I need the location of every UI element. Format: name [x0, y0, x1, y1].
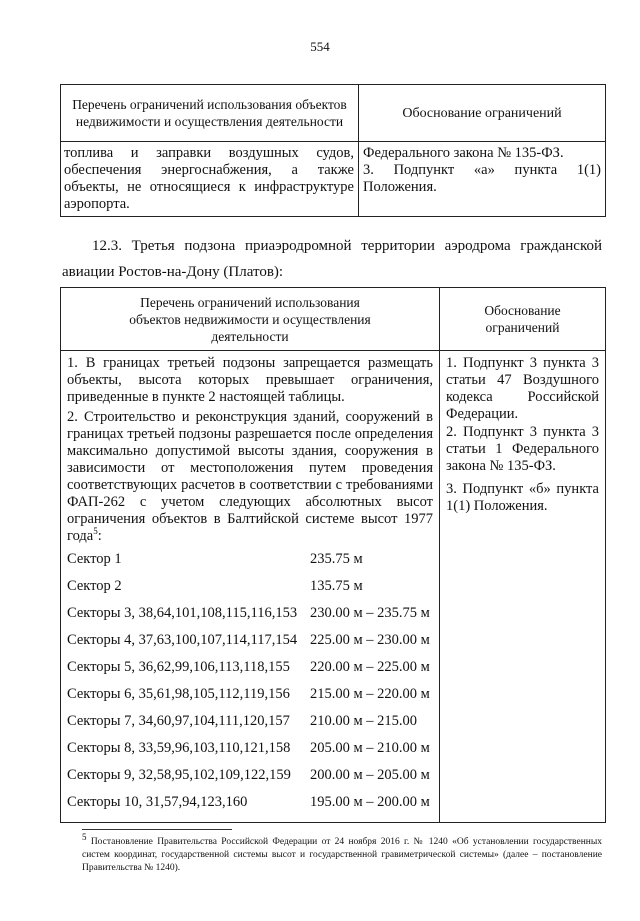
page-number: 554 — [310, 39, 330, 54]
table1-basis-line1: Федерального закона № 135-ФЗ. — [363, 145, 564, 161]
footnote-ref: 5 — [93, 526, 98, 537]
sector-row — [67, 735, 433, 762]
table1-header-basis: Обоснование ограничений — [359, 85, 606, 142]
sector-row — [67, 708, 433, 735]
table1-basis-line2: 3. Подпункт «а» пункта 1(1) Положения. — [363, 162, 601, 195]
table2-header-restrictions: Перечень ограничений использования объектов недвижимости и осуществления деятельности — [61, 288, 440, 351]
sector-height: 200.00 м – 205.00 м — [310, 767, 430, 783]
basis-item-1: 1. Подпункт 3 пункта 3 статьи 47 Воздушного кодекса Российской Федерации. — [446, 355, 599, 422]
basis-item-3: 3. Подпункт «б» пункта 1(1) Положения. — [446, 481, 599, 514]
sector-height: 205.00 м – 210.00 м — [310, 740, 430, 756]
footnote-separator — [82, 829, 232, 830]
section-heading-line2: авиации Ростов-на-Дону (Платов): — [62, 264, 284, 280]
sector-height: 195.00 м – 200.00 м — [310, 794, 430, 810]
sector-height: 215.00 м – 220.00 м — [310, 686, 430, 702]
sector-name: Сектор 2 — [67, 578, 122, 594]
restriction-item-2-end: : — [97, 528, 102, 544]
section-heading — [62, 235, 602, 283]
footnote-text: Постановление Правительства Российской Федерации от 24 ноября 2016 г. № 1240 «Об установлении государственных систем координат, государственной системы высот и государственной гравиметрической системы» (далее – постановление Правительства № 1240). — [82, 837, 603, 873]
sector-row — [67, 627, 433, 654]
table1-row-restrictions: топлива и заправки воздушных судов, обеспечения энергоснабжения, а также объекты, не относящиеся к инфраструктуре аэропорта. — [61, 142, 359, 217]
sector-name: Секторы 7, 34,60,97,104,111,120,157 — [67, 713, 290, 729]
table2-restrictions-cell — [61, 351, 440, 823]
sector-row — [67, 600, 433, 627]
sector-row — [67, 681, 433, 708]
sector-name: Сектор 1 — [67, 551, 122, 567]
sector-row — [67, 573, 433, 600]
sector-height: 225.00 м – 230.00 м — [310, 632, 430, 648]
footnote — [82, 831, 603, 875]
sector-row — [67, 762, 433, 789]
sector-list — [67, 546, 433, 816]
third-subzone-table — [60, 287, 606, 823]
table1-header-restrictions: Перечень ограничений использования объектов недвижимости и осуществления деятельности — [61, 85, 359, 142]
table2-header-basis: Обоснование ограничений — [440, 288, 606, 351]
sector-name: Секторы 4, 37,63,100,107,114,117,154 — [67, 632, 298, 648]
sector-name: Секторы 9, 32,58,95,102,109,122,159 — [67, 767, 291, 783]
sector-name: Секторы 6, 35,61,98,105,112,119,156 — [67, 686, 290, 702]
sector-height: 235.75 м — [310, 551, 363, 567]
sector-name: Секторы 3, 38,64,101,108,115,116,153 — [67, 605, 298, 621]
restriction-item-1: 1. В границах третьей подзоны запрещается размещать объекты, высота которых превышает ограничения, приведенные в пункте 2 настоящей таблицы. — [67, 355, 433, 405]
sector-row — [67, 654, 433, 681]
sector-height: 230.00 м – 235.75 м — [310, 605, 430, 621]
sector-height: 210.00 м – 215.00 — [310, 713, 418, 729]
sector-row — [67, 546, 433, 573]
sector-name: Секторы 10, 31,57,94,123,160 — [67, 794, 248, 810]
sector-height: 220.00 м – 225.00 м — [310, 659, 430, 675]
sector-height: 135.75 м — [310, 578, 363, 594]
table1-row-basis — [359, 142, 606, 217]
table2-basis-cell — [440, 351, 606, 823]
restriction-item-2 — [67, 409, 433, 545]
section-heading-line1: 12.3. Третья подзона приаэродромной территории аэродрома гражданской — [92, 238, 602, 254]
sector-row — [67, 789, 433, 816]
basis-item-2: 2. Подпункт 3 пункта 3 статьи 1 Федерального закона № 135-ФЗ. — [446, 424, 599, 474]
sector-name: Секторы 8, 33,59,96,103,110,121,158 — [67, 740, 291, 756]
sector-name: Секторы 5, 36,62,99,106,113,118,155 — [67, 659, 290, 675]
footnote-mark: 5 — [82, 831, 87, 842]
restriction-item-2-text: 2. Строительство и реконструкция зданий, сооружений в границах третьей подзоны разрешается после определения максимально допустимой высоты здания, сооружения в зависимости от местоположения путем проведения соответствующих расчетов в соответствии с требованиями ФАП-262 с учетом следующих абсолютных высот ограничения объектов в Балтийской системе высот 1977 года — [67, 409, 433, 544]
restrictions-table-continued — [60, 84, 606, 217]
